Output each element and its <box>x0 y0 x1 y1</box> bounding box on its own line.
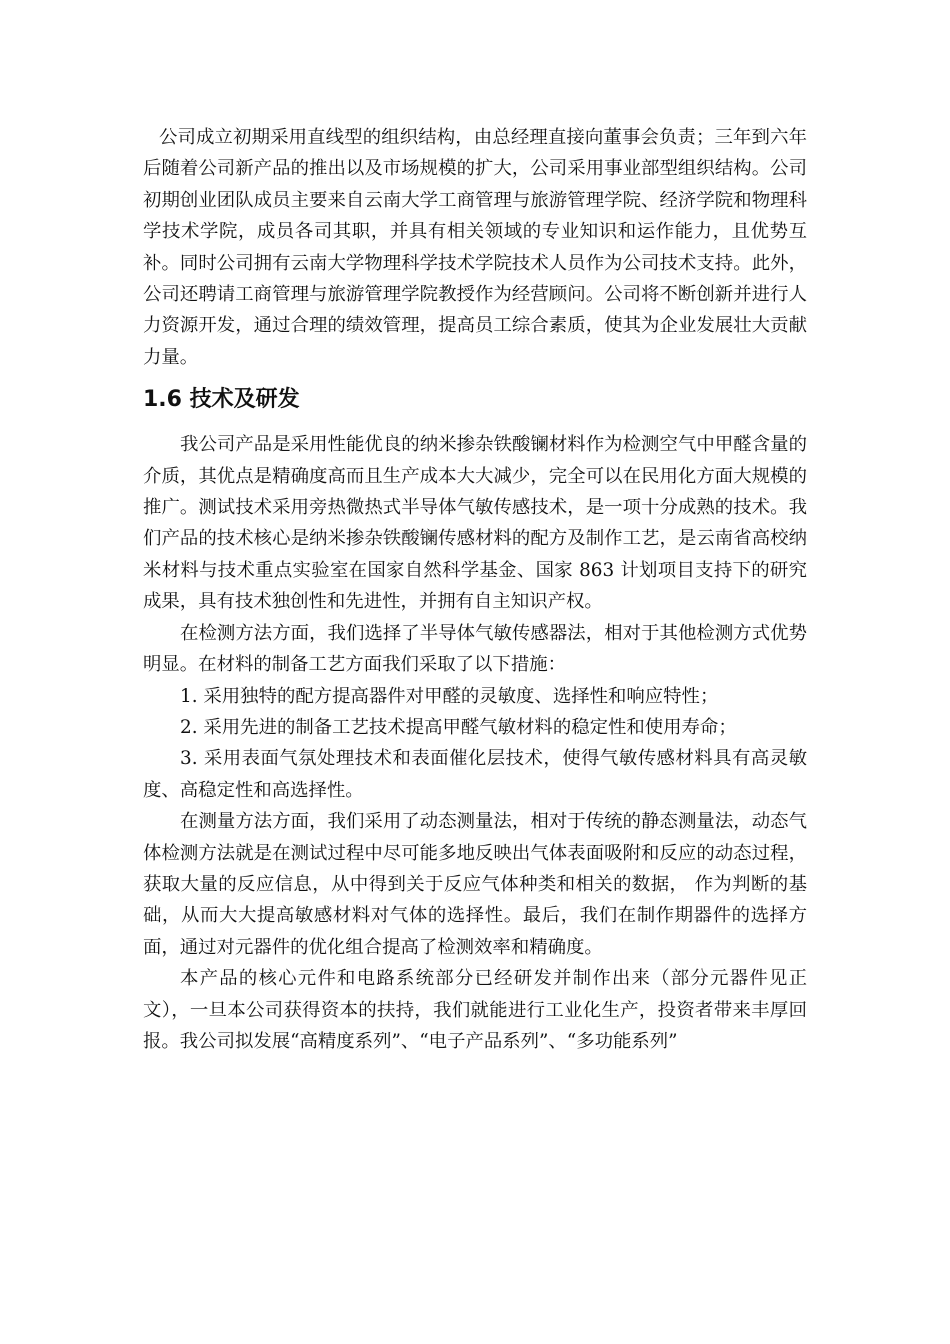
document-page <box>143 122 807 1057</box>
detection-method-paragraph: 在检测方法方面，我们选择了半导体气敏传感器法，相对于其他检测方式优势明显。在材料的制备工艺方面我们采取了以下措施： <box>143 622 807 676</box>
intro-paragraph: 公司成立初期采用直线型的组织结构，由总经理直接向董事会负责；三年到六年后随着公司新产品的推出以及市场规模的扩大，公司采用事业部型组织结构。公司初期创业团队成员主要来自云南大学工商管理与旅游管理学院、经济学院和物理科学技术学院，成员各司其职，并具有相关领域的专业知识和运作能力，且优势互补。同时公司拥有云南大学物理科学技术学院技术人员作为公司技术支持。此外，公司还聘请工商管理与旅游管理学院教授作为经营顾问。公司将不断创新并进行人力资源开发，通过合理的绩效管理，提高员工综合素质，使其为企业发展壮大贡献力量。 <box>143 127 807 368</box>
measurement-method-paragraph: 在测量方法方面，我们采用了动态测量法，相对于传统的静态测量法，动态气体检测方法就是在测试过程中尽可能多地反映出气体表面吸附和反应的动态过程，获取大量的反应信息，从中得到关于反应气体种类和相关的数据， 作为判断的基础，从而大大提高敏感材料对气体的选择性。最后，我们在制作期器件的选择方面，通过对元器件的优化组合提高了检测效率和精确度。 <box>143 811 807 958</box>
product-core-paragraph: 本产品的核心元件和电路系统部分已经研发并制作出来（部分元器件见正文），一旦本公司获得资本的扶持，我们就能进行工业化生产，投资者带来丰厚回报。我公司拟发展“高精度系列”、“电子产品系列”、“多功能系列” <box>143 968 807 1052</box>
section-heading: 1.6 技术及研发 <box>143 387 300 413</box>
measure-item-2: 2. 采用先进的制备工艺技术提高甲醛气敏材料的稳定性和使用寿命； <box>180 716 737 738</box>
tech-paragraph: 我公司产品是采用性能优良的纳米掺杂铁酸镧材料作为检测空气中甲醛含量的介质，其优点是精确度高而且生产成本大大减少，完全可以在民用化方面大规模的推广。测试技术采用旁热微热式半导体气敏传感技术，是一项十分成熟的技术。我们产品的技术核心是纳米掺杂铁酸镧传感材料的配方及制作工艺，是云南省高校纳米材料与技术重点实验室在国家自然科学基金、国家 863 计划项目支持下的研究成果，具有技术独创性和先进性，并拥有自主知识产权。 <box>143 434 807 613</box>
measure-item-1: 1. 采用独特的配方提高器件对甲醛的灵敏度、选择性和响应特性； <box>180 685 719 707</box>
measure-item-3: 3. 采用表面气氛处理技术和表面催化层技术，使得气敏传感材料具有高灵敏度、高稳定性和高选择性。 <box>143 748 807 801</box>
